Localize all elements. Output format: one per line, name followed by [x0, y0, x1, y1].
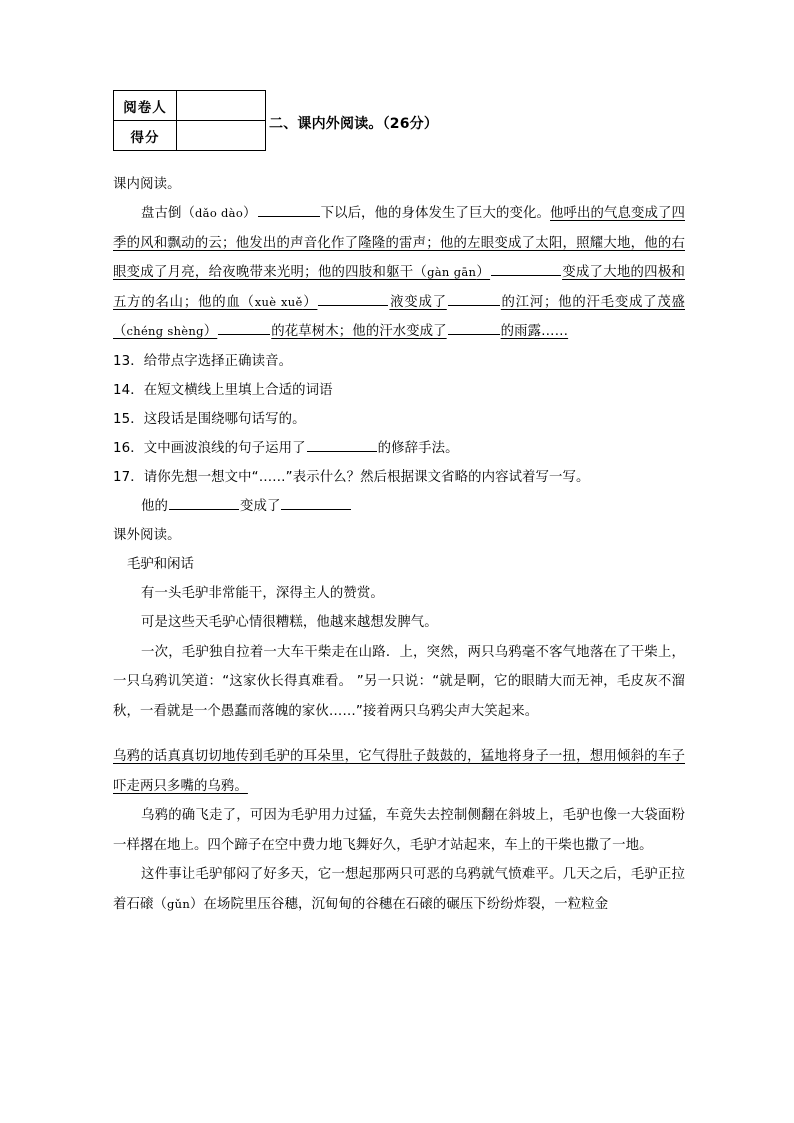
fill-blank[interactable]: [448, 321, 500, 335]
passage-text-c: 下以后，他的身体发生了巨大的变化。: [320, 206, 551, 221]
fill-blank[interactable]: [281, 496, 351, 510]
inner-reading-passage: [113, 199, 685, 347]
paragraph-spacer: [113, 726, 685, 742]
score-label: 得分: [114, 121, 177, 151]
question-number: 13．: [113, 353, 144, 369]
question-13: [113, 347, 685, 376]
last-paragraph-a: 这件事让毛驴郁闷了好多天，它一想起那两只可恶的乌鸦就气愤难平。几天之后，毛驴正拉着石磙（: [113, 867, 685, 912]
outer-paragraph-4: 乌鸦的确飞走了，可因为毛驴用力过猛，车竟失去控制侧翻在斜坡上，毛驴也像一大袋面粉一样撂在地上。四个蹄子在空中费力地飞舞好久，毛驴才站起来，车上的干柴也撒了一地。: [113, 808, 685, 853]
fill-blank[interactable]: [218, 321, 270, 335]
question-number: 14．: [113, 382, 144, 398]
section-heading: 二、课内外阅读。（26分）: [269, 116, 439, 132]
question-text: 这段话是围绕哪句话写的。: [143, 411, 306, 427]
score-value[interactable]: [177, 121, 266, 151]
question-14: [113, 376, 685, 405]
pinyin-cheng-sheng: chéng shèng: [126, 324, 204, 338]
outer-paragraph-3: 一次，毛驴独自拉着一大车干柴走在山路．上，突然，两只乌鸦毫不客气地落在了干柴上，一只乌鸦讥笑道：“这家伙长得真难看。 ”另一只说：“就是啊，它的眼睛大而无神，毛皮灰不溜秋，一看就是一个愚蠢而落魄的家伙……”接着两只乌鸦尖声大笑起来。: [113, 644, 685, 719]
question-17: [113, 463, 685, 492]
outer-reading-label: 课外阅读。: [113, 527, 181, 543]
pinyin-dao: dǎo dào: [195, 206, 244, 220]
answer-middle: 变成了: [239, 498, 281, 514]
outer-passage-title: 毛驴和闲话: [127, 556, 194, 572]
outer-paragraph-2: 可是这些天毛驴心情很糟糕，他越来越想发脾气。: [141, 615, 438, 630]
question-text: 请你先想一想文中“……”表示什么？然后根据课文省略的内容试着写一写。: [143, 469, 590, 485]
wavy-underlined-sentence-6: 的江河；他的汗毛变成了茂盛（: [113, 294, 686, 339]
answer-prefix: 他的: [141, 498, 168, 514]
outer-paragraph-5: [113, 860, 685, 919]
passage-text-b: ）: [243, 206, 257, 221]
grader-value[interactable]: [177, 91, 266, 121]
grader-label: 阅卷人: [114, 91, 177, 121]
wavy-underlined-sentence-7: ）: [203, 324, 218, 339]
table-row: [114, 121, 266, 151]
passage-text-a: 盘古倒（: [141, 206, 195, 221]
question-number: 15．: [113, 411, 144, 427]
question-text: 给带点字选择正确读音。: [143, 353, 293, 369]
fill-blank[interactable]: [448, 292, 500, 306]
fill-blank[interactable]: [169, 496, 239, 510]
pinyin-gan: gàn gān: [427, 265, 477, 279]
wavy-underlined-sentence-8: 的花草树木；他的汗水变成了: [271, 324, 447, 339]
fill-blank[interactable]: [491, 262, 561, 276]
wavy-underlined-sentence-4: ）: [302, 294, 318, 310]
last-paragraph-b: ）在场院里压谷穗，沉甸甸的谷穗在石磙的碾压下纷纷炸裂，一粒粒金: [190, 896, 609, 912]
inner-reading-label: 课内阅读。: [113, 177, 181, 192]
table-row: [114, 91, 266, 121]
question-17-answer-line: [113, 492, 685, 521]
question-text: 在短文横线上里填上合适的词语: [143, 382, 333, 398]
header-row: [113, 90, 685, 170]
outer-paragraph-1: 有一头毛驴非常能干，深得主人的赞赏。: [141, 585, 384, 601]
fill-blank[interactable]: [258, 203, 320, 217]
question-text-before: 文中画波浪线的句子运用了: [143, 440, 306, 456]
outer-underlined-paragraph: 乌鸦的话真真切切地传到毛驴的耳朵里，它气得肚子鼓鼓的，猛地将身子一扭，想用倾斜的车子吓走两只多嘴的乌鸦。: [113, 749, 685, 794]
page-content: [113, 90, 685, 919]
wavy-underlined-sentence-2: ）: [476, 265, 491, 280]
question-text-after: 的修辞手法。: [377, 440, 459, 456]
question-number: 17．: [113, 469, 144, 485]
wavy-underlined-sentence-5: 液变成了: [389, 294, 447, 310]
question-15: [113, 405, 685, 434]
score-table: [113, 90, 266, 151]
wavy-underlined-sentence-9: 的雨露……: [500, 324, 569, 339]
question-16: [113, 434, 685, 463]
pinyin-gun: gǔn: [166, 896, 191, 911]
fill-blank[interactable]: [318, 292, 388, 306]
wavy-underlined-sentence-3: 变成了大地的四极和五方的名山；他的血（: [113, 265, 685, 310]
fill-blank[interactable]: [307, 438, 377, 452]
wavy-underlined-sentence-1: 他呼出的气息变成了四季的风和飘动的云；他发出的声音化作了隆隆的雷声；他的左眼变成了太阳，照耀大地，他的右眼变成了月亮，给夜晚带来光明；他的四肢和躯干（: [113, 206, 685, 280]
question-number: 16．: [113, 440, 144, 456]
pinyin-xue: xuè xuě: [254, 294, 303, 309]
